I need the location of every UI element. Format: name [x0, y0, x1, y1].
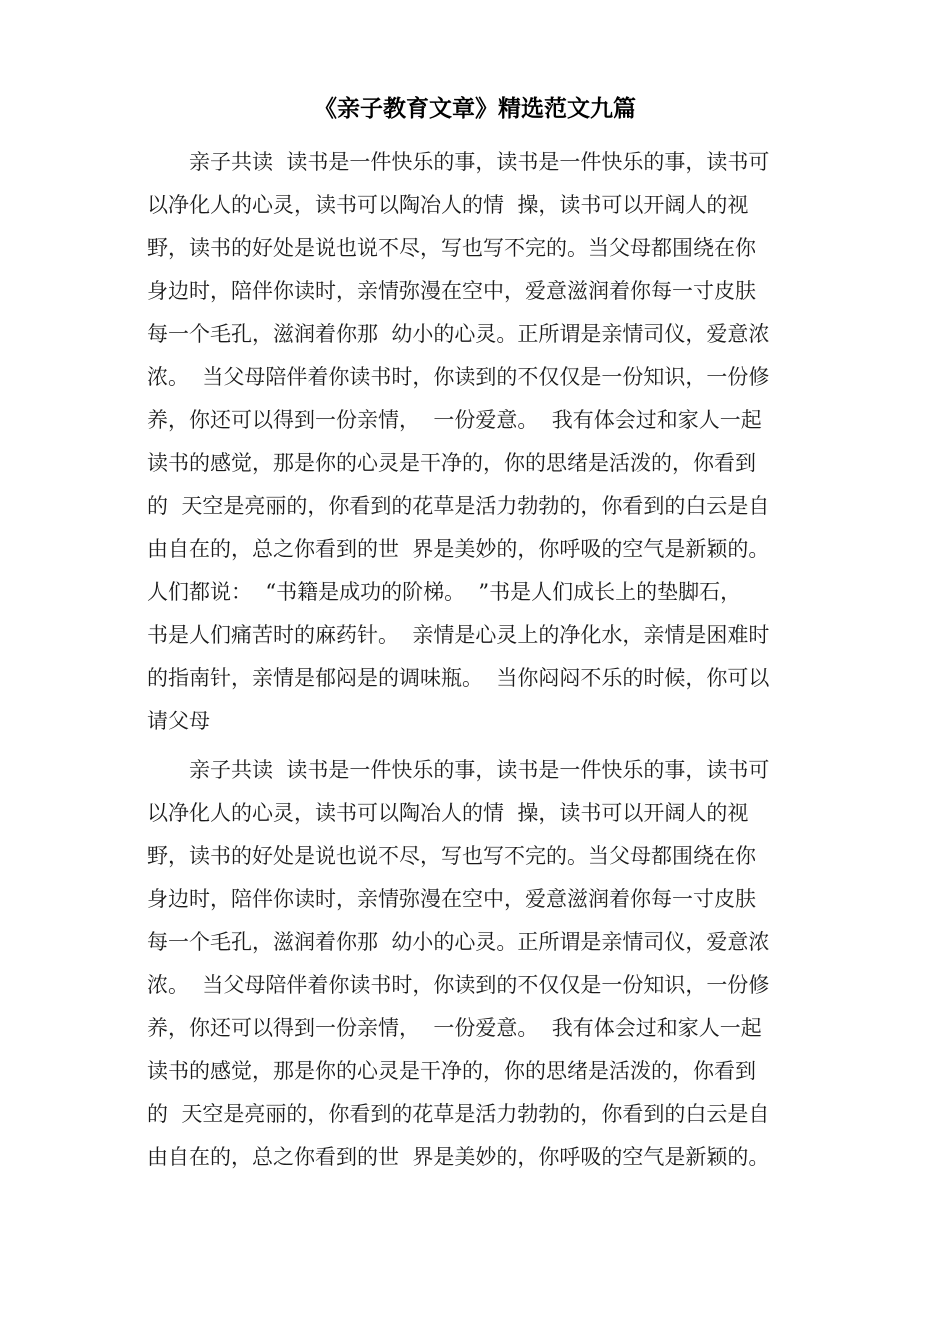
- paragraph-line: 读书的感觉，那是你的心灵是干净的，你的思绪是活泼的，你看到: [147, 1059, 756, 1083]
- page-title: 《亲子教育文章》精选范文九篇: [314, 95, 636, 122]
- paragraph-line: 以净化人的心灵，读书可以陶冶人的情 操，读书可以开阔人的视: [147, 193, 749, 217]
- paragraph-line: 浓。 当父母陪伴着你读书时，你读到的不仅仅是一份知识，一份修: [147, 973, 770, 997]
- paragraph-line: 野，读书的好处是说也说不尽，写也写不完的。当父母都围绕在你: [147, 844, 756, 868]
- paragraph-line: 养，你还可以得到一份亲情， 一份爱意。 我有体会过和家人一起: [147, 1016, 762, 1040]
- paragraph-line: 每一个毛孔，滋润着你那 幼小的心灵。正所谓是亲情司仪，爱意浓: [147, 930, 770, 954]
- paragraph-line: 由自在的，总之你看到的世 界是美妙的，你呼吸的空气是新颖的。: [147, 537, 770, 561]
- paragraph-line: 野，读书的好处是说也说不尽，写也写不完的。当父母都围绕在你: [147, 236, 756, 260]
- paragraph-line: 身边时，陪伴你读时，亲情弥漫在空中，爱意滋润着你每一寸皮肤: [147, 279, 756, 303]
- paragraph-line: 浓。 当父母陪伴着你读书时，你读到的不仅仅是一份知识，一份修: [147, 365, 770, 389]
- paragraph-line: 亲子共读 读书是一件快乐的事，读书是一件快乐的事，读书可: [189, 150, 770, 174]
- paragraph-line: 请父母: [147, 709, 210, 733]
- paragraph-line: 人们都说： “书籍是成功的阶梯。 ”书是人们成长上的垫脚石，: [147, 580, 742, 604]
- paragraph-line: 书是人们痛苦时的麻药针。 亲情是心灵上的净化水，亲情是困难时: [147, 623, 770, 647]
- paragraph-line: 由自在的，总之你看到的世 界是美妙的，你呼吸的空气是新颖的。: [147, 1145, 770, 1169]
- paragraph-line: 读书的感觉，那是你的心灵是干净的，你的思绪是活泼的，你看到: [147, 451, 756, 475]
- paragraph-line: 养，你还可以得到一份亲情， 一份爱意。 我有体会过和家人一起: [147, 408, 762, 432]
- paragraph-line: 的 天空是亮丽的，你看到的花草是活力勃勃的，你看到的白云是自: [147, 494, 770, 518]
- paragraph-line: 身边时，陪伴你读时，亲情弥漫在空中，爱意滋润着你每一寸皮肤: [147, 887, 756, 911]
- paragraph-line: 每一个毛孔，滋润着你那 幼小的心灵。正所谓是亲情司仪，爱意浓: [147, 322, 770, 346]
- paragraph-line: 以净化人的心灵，读书可以陶冶人的情 操，读书可以开阔人的视: [147, 801, 749, 825]
- paragraph-2: [147, 749, 815, 1179]
- paragraph-1: [147, 141, 815, 743]
- paragraph-line: 的指南针，亲情是郁闷是的调味瓶。 当你闷闷不乐的时候，你可以: [147, 666, 770, 690]
- paragraph-line: 亲子共读 读书是一件快乐的事，读书是一件快乐的事，读书可: [189, 758, 770, 782]
- paragraph-line: 的 天空是亮丽的，你看到的花草是活力勃勃的，你看到的白云是自: [147, 1102, 770, 1126]
